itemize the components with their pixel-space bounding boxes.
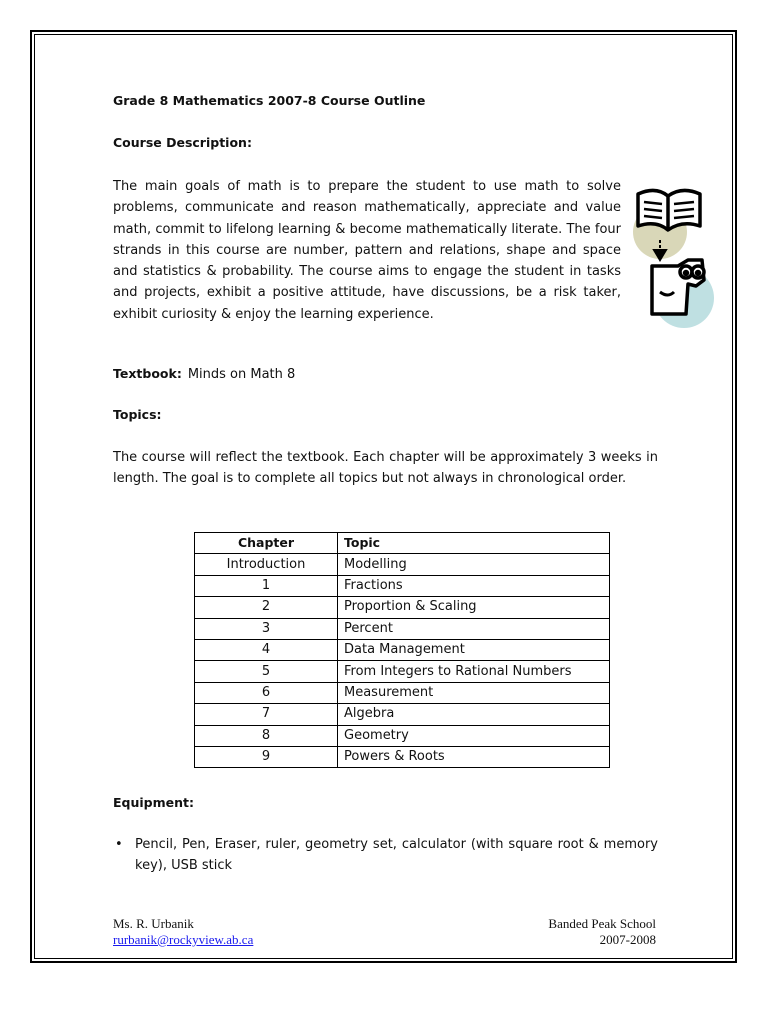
topic-cell: Geometry xyxy=(338,725,610,746)
table-row xyxy=(195,725,610,746)
table-row xyxy=(195,639,610,660)
table-row xyxy=(195,704,610,725)
header-chapter: Chapter xyxy=(195,533,338,554)
table-row xyxy=(195,682,610,703)
chapter-cell: 9 xyxy=(195,746,338,767)
equipment-heading: Equipment: xyxy=(113,795,194,810)
topic-cell: Percent xyxy=(338,618,610,639)
table-row xyxy=(195,618,610,639)
topic-cell: Measurement xyxy=(338,682,610,703)
topic-cell: Powers & Roots xyxy=(338,746,610,767)
teacher-name: Ms. R. Urbanik xyxy=(113,916,194,931)
topic-cell: From Integers to Rational Numbers xyxy=(338,661,610,682)
book-reader-illustration xyxy=(630,180,718,330)
topic-cell: Data Management xyxy=(338,639,610,660)
chapter-cell: 3 xyxy=(195,618,338,639)
school-name: Banded Peak School xyxy=(548,916,656,931)
table-row xyxy=(195,554,610,575)
header-topic: Topic xyxy=(338,533,610,554)
textbook-line xyxy=(113,366,658,382)
chapter-cell: Introduction xyxy=(195,554,338,575)
textbook-value: Minds on Math 8 xyxy=(187,367,296,382)
footer-teacher-block xyxy=(113,916,253,948)
topic-cell: Proportion & Scaling xyxy=(338,597,610,618)
topic-cell: Fractions xyxy=(338,575,610,596)
footer-school-block xyxy=(548,916,656,948)
topics-text: The course will reflect the textbook. Each chapter will be approximately 3 weeks in length. The goal is to complete all topics but not always in chronological order. xyxy=(113,450,658,487)
page-border-inner xyxy=(34,34,733,959)
topic-cell: Modelling xyxy=(338,554,610,575)
table-row xyxy=(195,661,610,682)
chapter-topic-table xyxy=(194,532,610,768)
chapter-cell: 2 xyxy=(195,597,338,618)
topics-heading: Topics: xyxy=(113,407,162,422)
chapter-cell: 5 xyxy=(195,661,338,682)
list-item: • Pencil, Pen, Eraser, ruler, geometry set, calculator (with square root & memory key), USB stick xyxy=(113,834,658,877)
textbook-label: Textbook: xyxy=(113,366,182,381)
teacher-email-link[interactable]: rurbanik@rockyview.ab.ca xyxy=(113,932,254,947)
equipment-list xyxy=(113,834,658,877)
chapter-cell: 8 xyxy=(195,725,338,746)
topic-cell: Algebra xyxy=(338,704,610,725)
table-row xyxy=(195,746,610,767)
chapter-cell: 7 xyxy=(195,704,338,725)
chapter-cell: 1 xyxy=(195,575,338,596)
table-row xyxy=(195,597,610,618)
table-row xyxy=(195,575,610,596)
chapter-cell: 4 xyxy=(195,639,338,660)
course-description-heading: Course Description: xyxy=(113,135,252,150)
school-year: 2007-2008 xyxy=(599,932,656,947)
course-description-text: The main goals of math is to prepare the student to use math to solve problems, communicate and reason mathematically, appreciate and value math, commit to lifelong learning & become mathematically literate. The four strands in this course are number, pattern and relations, shape and space and statistics & probability. The course aims to engage the student in tasks and projects, exhibit a positive attitude, have discussions, be a risk taker, exhibit curiosity & enjoy the learning experience. xyxy=(113,179,621,322)
open-book-icon xyxy=(638,190,700,230)
document-title: Grade 8 Mathematics 2007-8 Course Outline xyxy=(113,93,426,108)
table-header-row xyxy=(195,533,610,554)
chapter-cell: 6 xyxy=(195,682,338,703)
